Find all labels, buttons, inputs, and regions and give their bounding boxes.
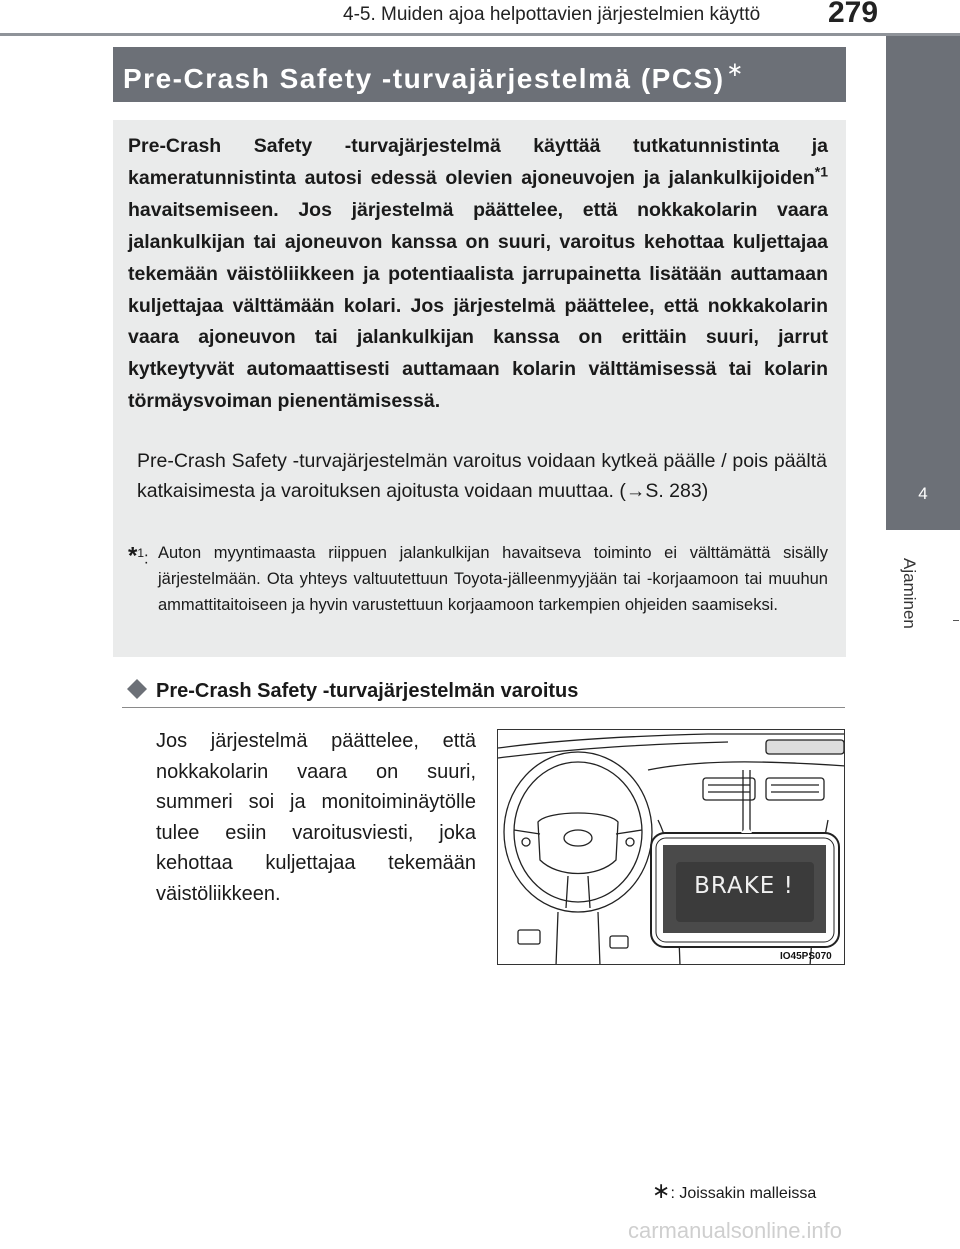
brake-warning-message: BRAKE ! bbox=[694, 873, 794, 899]
footnote-reference: *1 bbox=[814, 163, 828, 180]
intro-normal-paragraph: Pre-Crash Safety -turvajärjestelmän varoitus voidaan kytkeä päälle / pois päältä katkaisimesta ja varoituksen ajoitusta voidaan muuttaa. (→S. 283) bbox=[137, 450, 827, 502]
subsection-heading: Pre-Crash Safety -turvajärjestelmän varoitus bbox=[156, 680, 579, 702]
intro-text-part1: Pre-Crash Safety -turvajärjestelmä käyttää tutkatunnistinta ja kameratunnistinta autosi edessä olevien ajoneuvojen ja jalankulkijoiden bbox=[128, 135, 828, 189]
subsection-body: Jos järjestelmä päättelee, että nokkakolarin vaara on suuri, summeri soi ja monitoiminäytölle tulee esiin varoitusviesti, joka kehottaa kuljettajaa tekemään väistöliikkeen. bbox=[156, 730, 476, 905]
diamond-bullet-icon bbox=[126, 678, 148, 700]
footnote-asterisk: * bbox=[128, 542, 138, 570]
page-number: 279 bbox=[828, 0, 879, 29]
chapter-tab-bar bbox=[886, 36, 960, 466]
watermark-text: carmanualsonline.info bbox=[628, 1218, 843, 1243]
footnote-text: Auton myyntimaasta riippuen jalankulkijan havaitseva toiminto ei välttämättä sisälly järjestelmään. Ota yhteys valtuutettuun Toyota-jälleenmyyjään tai -korjaamoon tai muuhun ammattitaitoiseen ja hyvin varustettuun korjaamoon tarkempien ohjeiden saamiseksi. bbox=[158, 544, 828, 614]
bottom-note-text: : Joissakin malleissa bbox=[670, 1185, 817, 1202]
intro-text-part2: havaitsemiseen. Jos järjestelmä päättelee, että nokkakolarin vaara jalankulkijan tai ajoneuvon kanssa on suuri, varoitus kehottaa kuljettajaa tekemään väistöliikkeen ja potentiaalista jarrupainetta lisätään auttamaan kuljettajaa välttämään kolari. Jos järjestelmä päättelee, että nokkakolarin vaara ajoneuvon tai jalankulkijan kanssa on erittäin suuri, jarrut kytkeytyvät automaattisesti auttamaan kolarin välttämisessä tai kolarin törmäysvoiman pienentämisessä. bbox=[128, 198, 828, 413]
intro-bold-paragraph bbox=[128, 131, 828, 418]
chapter-label: Ajaminen bbox=[900, 558, 919, 629]
page-title-text: Pre-Crash Safety -turvajärjestelmä (PCS) bbox=[123, 63, 725, 94]
title-asterisk: ∗ bbox=[726, 59, 745, 81]
footnote-separator: : bbox=[144, 549, 149, 568]
figure-code: IO45PS070 bbox=[780, 951, 832, 962]
footnote-marker bbox=[128, 540, 149, 572]
header-rule bbox=[0, 33, 960, 36]
dashboard-drawing bbox=[498, 730, 845, 965]
bottom-note-asterisk: ∗ bbox=[652, 1178, 671, 1203]
running-header-section: 4-5. Muiden ajoa helpottavien järjestelmien käyttö bbox=[343, 4, 761, 25]
chapter-number: 4 bbox=[918, 484, 928, 503]
bottom-note bbox=[652, 1178, 816, 1204]
subsection-rule bbox=[122, 707, 845, 708]
chapter-tab-tick bbox=[953, 620, 959, 621]
footnote-number: 1 bbox=[137, 546, 145, 560]
dashboard-illustration bbox=[497, 729, 845, 965]
footnote bbox=[128, 540, 828, 618]
page-title bbox=[123, 57, 745, 95]
